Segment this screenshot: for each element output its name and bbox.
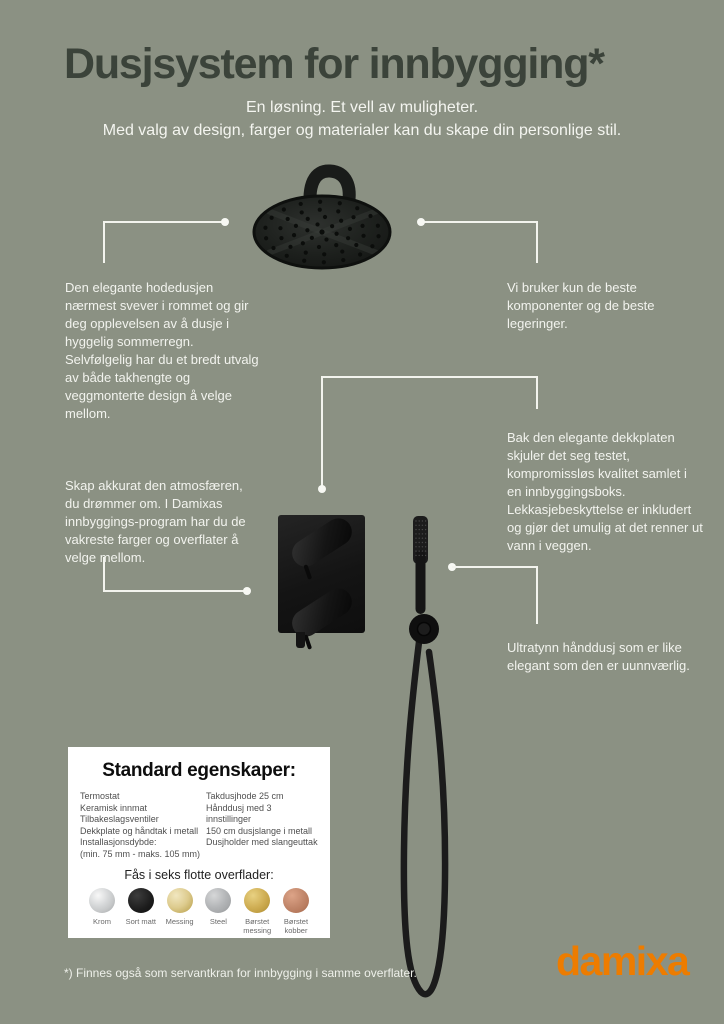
subtitle-line-2: Med valg av design, farger og materialer kan du skape din personlige stil.	[102, 122, 622, 139]
mixer-lever-top	[303, 564, 312, 579]
finish-swatch-krom	[89, 888, 115, 913]
finishes-title: Fås i seks flotte overflader:	[124, 868, 274, 882]
shower-hose-image	[404, 642, 445, 994]
spec-item: Dusjholder med slangeuttak	[206, 837, 318, 847]
shower-bracket-image	[409, 614, 439, 644]
finish-label: Børstet kobber	[283, 917, 309, 935]
spec-item: 150 cm dusjslange i metall	[206, 825, 313, 836]
rain-shower-head-image	[254, 171, 390, 268]
spec-item: Termostat	[80, 791, 120, 801]
connector-line	[452, 566, 538, 568]
finishes-row	[78, 888, 320, 935]
spec-box	[68, 747, 330, 938]
connector-dot	[417, 218, 425, 226]
connector-line	[421, 221, 538, 223]
page-title: Dusjsystem for innbygging*	[64, 40, 604, 88]
connector-dot	[318, 485, 326, 493]
annotation-handshower: Ultratynn hånddusj som er like elegant som den er uunnværlig.	[507, 640, 690, 673]
connector-line	[536, 566, 538, 624]
finish-option-borstet-messing	[239, 888, 275, 935]
spec-item: Installasjonsdybde:	[80, 837, 157, 847]
finish-label: Messing	[165, 917, 194, 926]
mixer-stem	[296, 632, 305, 648]
finish-swatch-messing	[167, 888, 193, 913]
mixer-valve-image	[278, 515, 365, 633]
finish-option-sort-matt	[123, 888, 159, 935]
spec-item: (min. 75 mm - maks. 105 mm)	[80, 848, 201, 859]
finish-option-borstet-kobber	[278, 888, 314, 935]
finish-swatch-sort-matt	[128, 888, 154, 913]
hand-shower-image	[413, 516, 428, 614]
finish-label: Børstet messing	[243, 917, 272, 935]
finish-swatch-borstet-messing	[244, 888, 270, 913]
finish-swatch-steel	[205, 888, 231, 913]
connector-line	[321, 376, 323, 489]
finish-option-messing	[162, 888, 198, 935]
finish-option-krom	[84, 888, 120, 935]
connector-line	[536, 376, 538, 409]
annotation-showerhead: Den elegante hodedusjen nærmest svever i rommet og gir deg opplevelsen av å dusje i hyggelig sommerregn. Selvfølgelig har du et bredt utvalg av både takhengte og veggmonterte design å velge mellom.	[65, 280, 259, 421]
finish-label: Sort matt	[125, 917, 157, 926]
finish-label: Steel	[209, 917, 227, 926]
spec-column-right	[206, 791, 318, 860]
finish-swatch-borstet-kobber	[283, 888, 309, 913]
finish-label: Krom	[93, 917, 111, 926]
annotation-components: Vi bruker kun de beste komponenter og de beste legeringer.	[507, 280, 655, 331]
annotation-coverplate: Bak den elegante dekkplaten skjuler det seg testet, kompromissløs kvalitet samlet i en innbyggingsboks. Lekkasjebeskyttelse er inkludert og gjør det umulig at det renner ut vann i veggen.	[507, 430, 703, 553]
finish-option-steel	[200, 888, 236, 935]
spec-box-title: Standard egenskaper:	[102, 760, 296, 781]
spec-column-left	[78, 791, 206, 860]
spec-item: Takdusjhode 25 cm	[206, 791, 284, 801]
spec-item: Keramisk innmat	[80, 802, 148, 813]
mixer-handle-top	[287, 513, 357, 572]
spec-item: Hånddusj med 3 innstillinger	[206, 802, 272, 824]
connector-line	[103, 590, 247, 592]
spec-item: Tilbakeslagsventiler	[80, 814, 159, 824]
connector-line	[321, 376, 538, 378]
subtitle-line-1: En løsning. Et vell av muligheter.	[245, 99, 479, 116]
connector-dot	[221, 218, 229, 226]
damixa-logo: damixa	[556, 938, 689, 984]
connector-line	[536, 221, 538, 263]
connector-dot	[243, 587, 251, 595]
spec-item: Dekkplate og håndtak i metall	[80, 825, 199, 836]
footnote: *) Finnes også som servantkran for innbygging i samme overflater.	[64, 966, 417, 980]
connector-line	[103, 221, 225, 223]
connector-line	[103, 221, 105, 263]
spec-columns	[78, 791, 320, 860]
annotation-atmosphere: Skap akkurat den atmosfæren, du drømmer om. I Damixas innbyggings-program har du de vakreste farger og overflater å velge mellom.	[65, 478, 246, 565]
